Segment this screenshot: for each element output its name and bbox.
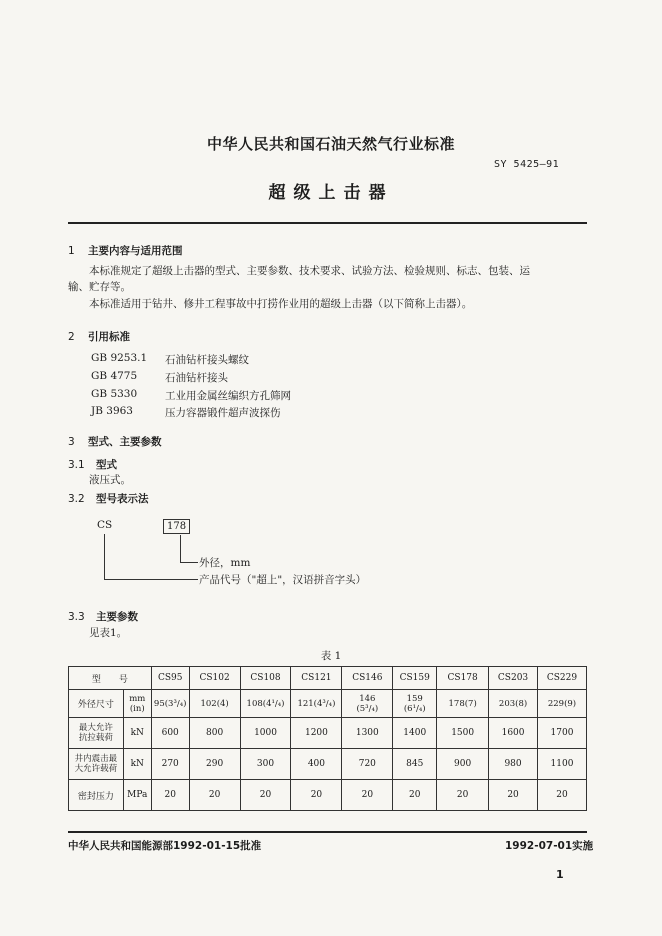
cell: 20: [151, 780, 189, 811]
diagram-line: [104, 579, 198, 580]
approval-line: 中华人民共和国能源部1992-01-15批准: [68, 840, 262, 852]
section-number: 1: [68, 245, 75, 257]
table-row: [69, 749, 587, 780]
cell: 980: [489, 749, 538, 780]
cell: 400: [291, 749, 342, 780]
section-1-para-1-cont: [68, 279, 131, 295]
cell: 203(8): [489, 690, 538, 718]
cell: 1400: [393, 718, 437, 749]
para-line: 输、贮存等。: [68, 281, 131, 293]
effective-date: 1992-07-01实施: [505, 840, 594, 852]
cell: 270: [151, 749, 189, 780]
section-2-heading: [68, 329, 130, 344]
header-label: 型 号: [69, 667, 152, 690]
cell: 20: [538, 780, 587, 811]
header-rule: [68, 222, 587, 224]
model-header: CS178: [437, 667, 489, 690]
model-header: CS102: [189, 667, 240, 690]
section-number: 3.1: [68, 459, 85, 471]
table-row: [69, 690, 587, 718]
section-3-1-heading: [68, 457, 117, 472]
model-header: CS159: [393, 667, 437, 690]
cell: 20: [189, 780, 240, 811]
row-unit: MPa: [123, 780, 151, 811]
cell: 1700: [538, 718, 587, 749]
page-number: 1: [556, 868, 564, 881]
label-line: 抗拉载荷: [78, 733, 113, 743]
cell: 102(4): [189, 690, 240, 718]
ref-code: GB 5330: [91, 388, 138, 400]
cell: 845: [393, 749, 437, 780]
section-number: 3.2: [68, 493, 85, 505]
section-1-para-2: 本标准适用于钻井、修井工程事故中打捞作业用的超级上击器（以下简称上击器）。: [89, 298, 473, 310]
cell: 178(7): [437, 690, 489, 718]
cell: 20: [291, 780, 342, 811]
section-number: 3: [68, 436, 75, 448]
cell: 20: [437, 780, 489, 811]
ref-code: JB 3963: [91, 405, 133, 417]
label-line: 最大允许: [78, 723, 113, 733]
cell: 159 (6¹/₄): [393, 690, 437, 718]
section-title: 型式: [96, 459, 117, 471]
cell: 290: [189, 749, 240, 780]
model-header: CS146: [342, 667, 393, 690]
cell: 600: [151, 718, 189, 749]
row-label: 密封压力: [69, 780, 124, 811]
row-label: [69, 749, 124, 780]
ref-title: 压力容器锻件超声波探伤: [165, 407, 281, 419]
org-title: 中华人民共和国石油天然气行业标准: [206, 135, 455, 153]
cell: 20: [393, 780, 437, 811]
standard-code: SY 5425—91: [494, 159, 560, 170]
cell: 720: [342, 749, 393, 780]
section-3-3-heading: [68, 609, 138, 624]
model-header: CS203: [489, 667, 538, 690]
cell: 229(9): [538, 690, 587, 718]
section-1-para-1: [68, 263, 593, 279]
section-3-1-text: 液压式。: [89, 474, 131, 486]
diagram-line: [180, 535, 181, 562]
row-label: 外径尺寸: [69, 690, 124, 718]
cell: 1100: [538, 749, 587, 780]
cell: 108(4¹/₄): [240, 690, 291, 718]
label-line: 井内震击最: [74, 754, 118, 764]
cell: 300: [240, 749, 291, 780]
section-number: 3.3: [68, 611, 85, 623]
row-unit: [123, 690, 151, 718]
document-title: 超级上击器: [268, 183, 394, 203]
model-header: CS108: [240, 667, 291, 690]
table-row: [69, 780, 587, 811]
cell: 1000: [240, 718, 291, 749]
model-header: CS229: [538, 667, 587, 690]
table-row: [69, 718, 587, 749]
ref-code: GB 9253.1: [91, 352, 148, 364]
cell: 20: [240, 780, 291, 811]
footer-rule: [68, 831, 587, 833]
section-3-3-text: 见表1。: [89, 627, 128, 639]
diagram-line: [104, 534, 105, 579]
para-line: 本标准规定了超级上击器的型式、主要参数、技术要求、试验方法、检验规则、标志、包装、运: [89, 265, 530, 277]
section-title: 引用标准: [88, 331, 130, 343]
cell: 20: [489, 780, 538, 811]
cell: 1300: [342, 718, 393, 749]
section-number: 2: [68, 331, 75, 343]
label-line: 大允许载荷: [74, 764, 118, 774]
table-header-row: [69, 667, 587, 690]
cell: 146 (5³/₄): [342, 690, 393, 718]
ref-title: 石油钻杆接头: [165, 372, 228, 384]
cell: 900: [437, 749, 489, 780]
cell: 1600: [489, 718, 538, 749]
model-size-box: 178: [163, 519, 190, 534]
section-1-heading: [68, 243, 183, 258]
table-caption: 表 1: [320, 650, 342, 662]
ref-title: 石油钻杆接头螺纹: [165, 354, 249, 366]
unit-line: (in): [129, 703, 145, 714]
ref-code: GB 4775: [91, 370, 138, 382]
label-product-code: 产品代号（"超上"，汉语拼音字头）: [199, 574, 367, 586]
row-unit: kN: [123, 718, 151, 749]
section-title: 型式、主要参数: [88, 436, 162, 448]
row-unit: kN: [123, 749, 151, 780]
label-outer-diameter: 外径，mm: [199, 557, 251, 569]
ref-title: 工业用金属丝编织方孔筛网: [165, 390, 291, 402]
section-title: 型号表示法: [96, 493, 149, 505]
model-header: CS95: [151, 667, 189, 690]
cell: 20: [342, 780, 393, 811]
section-3-heading: [68, 434, 162, 449]
model-header: CS121: [291, 667, 342, 690]
parameters-table: [68, 666, 587, 811]
section-title: 主要参数: [96, 611, 138, 623]
diagram-line: [180, 562, 198, 563]
unit-line: mm: [129, 693, 146, 704]
model-prefix: CS: [97, 519, 113, 531]
cell: 95(3³/₄): [151, 690, 189, 718]
cell: 1200: [291, 718, 342, 749]
section-title: 主要内容与适用范围: [88, 245, 183, 257]
cell: 121(4³/₄): [291, 690, 342, 718]
cell: 1500: [437, 718, 489, 749]
row-label: [69, 718, 124, 749]
cell: 800: [189, 718, 240, 749]
section-3-2-heading: [68, 491, 149, 506]
